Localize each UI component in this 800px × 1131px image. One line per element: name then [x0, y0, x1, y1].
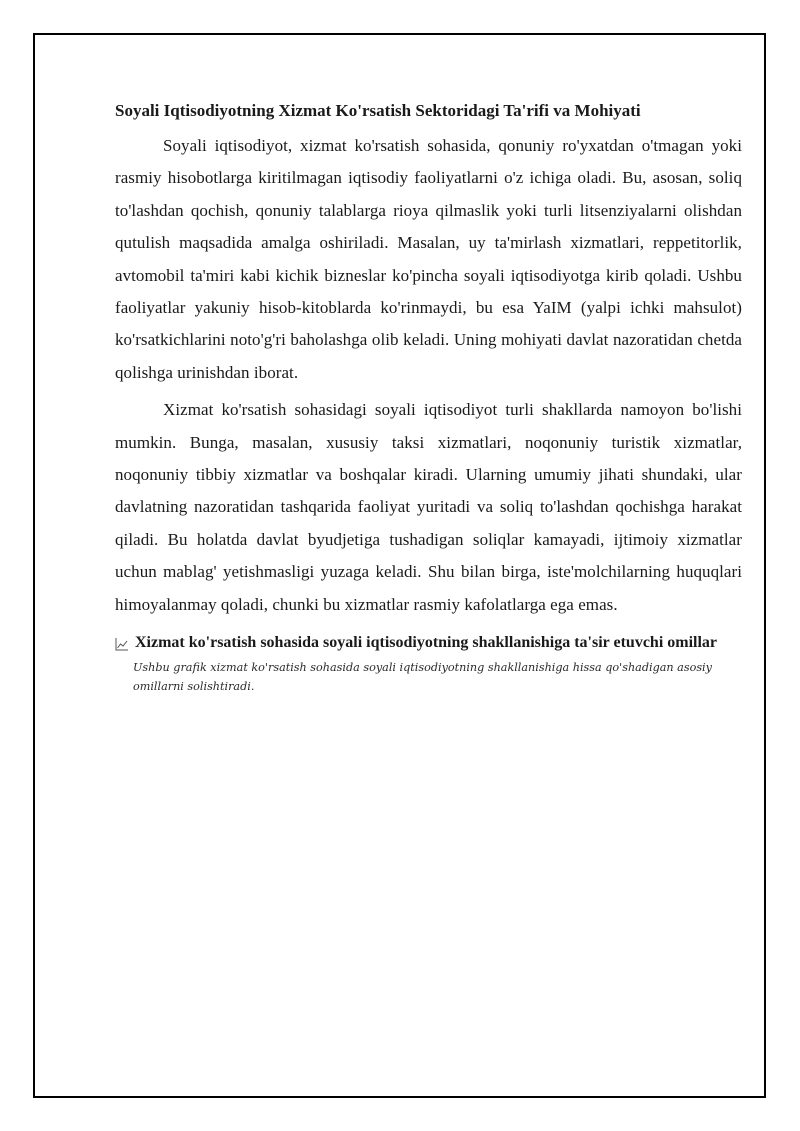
- line-chart-icon: [115, 636, 129, 650]
- figure-caption: Ushbu grafik xizmat ko'rsatish sohasida soyali iqtisodiyotning shakllanishiga hissa qo'shadigan asosiy omillarni solishtiradi.: [133, 661, 712, 694]
- figure-block: [115, 632, 742, 696]
- paragraph-1: Soyali iqtisodiyot, xizmat ko'rsatish sohasida, qonuniy ro'yxatdan o'tmagan yoki rasmiy hisobotlarga kiritilmagan iqtisodiy faoliyatlarni o'z ichiga oladi. Bu, asosan, soliq to'lashdan qochish, qonuniy talablarga rioya qilmaslik yoki turli litsenziyalarni olishdan qutulish maqsadida amalga oshiriladi. Masalan, uy ta'mirlash xizmatlari, reppetitorlik, avtomobil ta'miri kabi kichik bizneslar ko'pincha soyali iqtisodiyotga kirib qoladi. Ushbu faoliyatlar yakuniy hisob-kitoblarda ko'rinmaydi, bu esa YaIM (yalpi ichki mahsulot) ko'rsatkichlarini noto'g'ri baholashga olib keladi. Uning mohiyati davlat nazoratidan chetda qolishga urinishdan iborat.: [115, 136, 742, 382]
- figure-title: Xizmat ko'rsatish sohasida soyali iqtisodiyotning shakllanishiga ta'sir etuvchi omillar: [135, 634, 718, 652]
- document-title: Soyali Iqtisodiyotning Xizmat Ko'rsatish Sektoridagi Ta'rifi va Mohiyati: [115, 101, 641, 120]
- figure-title-row: [115, 632, 742, 654]
- paragraph-2: Xizmat ko'rsatish sohasidagi soyali iqtisodiyot turli shakllarda namoyon bo'lishi mumkin. Bunga, masalan, xususiy taksi xizmatlari, noqonuniy turistik xizmatlar, noqonuniy tibbiy xizmatlar va boshqalar kiradi. Ularning umumiy jihati shundaki, ular davlatning nazoratidan tashqarida faoliyat yuritadi va soliq to'lashdan qochishga harakat qiladi. Bu holatda davlat byudjetiga tushadigan soliqlar kamayadi, ijtimoiy xizmatlar uchun mablag' yetishmasligi yuzaga keladi. Shu bilan birga, iste'molchilarning huquqlari himoyalanmay qoladi, chunki bu xizmatlar rasmiy kafolatlarga ega emas.: [115, 400, 742, 614]
- document-body: [115, 98, 742, 696]
